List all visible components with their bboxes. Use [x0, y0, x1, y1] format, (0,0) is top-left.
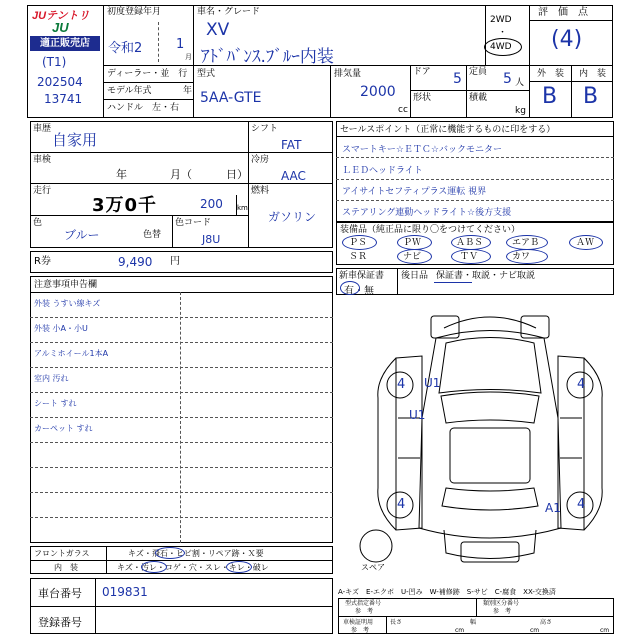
height-unit: cm	[600, 627, 610, 634]
selling-point-3: アイサイトセフティプラス運転 視界	[342, 187, 487, 197]
type-label: 型式	[197, 69, 216, 79]
usage-label: 車歴	[33, 124, 52, 134]
shift-value: FAT	[281, 138, 302, 152]
first-reg-label: 初度登録年月	[107, 7, 162, 17]
displacement-unit: cc	[398, 105, 408, 115]
note-4: 室内 汚れ	[34, 374, 69, 383]
eq-ps: ＰＳ	[349, 238, 368, 248]
eq-tv: ＴＶ	[460, 252, 479, 262]
warranty-yes-circle	[340, 281, 360, 295]
ac-label: 冷房	[251, 155, 270, 165]
recycle-label: R券	[34, 256, 51, 267]
color-change-label: 色替	[143, 230, 162, 240]
interior-dirt-circle	[141, 561, 167, 573]
legend: A-キズ E-エクボ U-凹み W-補修跡 S-サビ C-腐食 XX-交換済	[338, 588, 556, 596]
drive-4wd-circle	[484, 38, 522, 56]
eq-pw-circle	[397, 235, 432, 250]
door-label: ドア	[413, 67, 431, 77]
front-bumper	[444, 317, 536, 328]
mark-right-front: 4	[577, 377, 586, 392]
windshield-value: キズ・飛石・ヒビ割・リペア跡・Ｘ要	[128, 549, 264, 558]
car-diagram	[336, 298, 614, 580]
dealer-date: 202504	[37, 75, 83, 89]
ac-value: AAC	[281, 169, 306, 183]
evaluation-score: (4)	[551, 27, 583, 52]
eq-sr: ＳＲ	[349, 252, 368, 262]
mileage-value: 3万0千	[92, 195, 158, 216]
model-ref-label: 参 考	[355, 608, 374, 615]
chassis-label: 車台番号	[38, 587, 82, 600]
length-unit: cm	[455, 627, 465, 634]
category-ref-label: 参 考	[493, 608, 512, 615]
height-label: 高さ	[540, 619, 553, 626]
docs-label: 後日品	[401, 271, 429, 281]
mark-left-rear: 4	[397, 497, 406, 512]
mark-right-rear-a1: A1	[545, 501, 561, 515]
note-1: 外装 うすい線キズ	[34, 299, 101, 308]
reg-label: 登録番号	[38, 616, 82, 629]
drive-4wd: 4WD	[490, 42, 512, 52]
mileage-label: 走行	[33, 186, 52, 196]
cert-ref-label: 参 考	[351, 627, 370, 634]
interior-cond-label: 内 装	[54, 563, 78, 572]
category-label: 類別区分番号	[483, 600, 520, 607]
rear-bumper	[444, 530, 536, 559]
recycle-frame	[30, 251, 333, 273]
warranty-value: 有・無	[344, 286, 374, 297]
interior-grade: B	[583, 84, 599, 109]
note-3: アルミホイール1本A	[34, 349, 109, 358]
insp-day: 日）	[226, 168, 248, 181]
car-grade: ｱﾄﾞﾊﾞﾝｽ.ﾌﾞﾙｰ内装	[201, 47, 334, 67]
mark-left-front: 4	[397, 377, 406, 392]
evaluation-label: 評 価 点	[538, 7, 588, 18]
eq-leather: カワ	[512, 252, 531, 262]
interior-wear-circle	[226, 561, 252, 573]
logo-line2: JU	[52, 20, 69, 35]
length-label: 長さ	[390, 619, 403, 626]
inspection-label: 車検	[33, 155, 52, 165]
selling-point-1: スマートキー☆ＥＴＣ☆バックモニター	[342, 145, 502, 155]
color-value: ブルー	[64, 228, 100, 242]
eq-navi: ナビ	[403, 252, 422, 262]
eq-ps-circle	[342, 235, 377, 250]
hood	[439, 338, 541, 394]
eq-tv-circle	[451, 249, 491, 264]
first-reg-era: 令和2	[108, 41, 143, 56]
displacement-value: 2000	[360, 84, 396, 100]
model-cert-label: 型式指定番号	[345, 600, 382, 607]
selling-point-4: ステアリング連動ヘッドライト☆後方支援	[342, 208, 512, 218]
eq-pw: ＰＷ	[403, 238, 422, 248]
recycle-unit: 円	[170, 256, 180, 267]
spare-label: スペア	[361, 563, 385, 572]
eq-navi-circle	[397, 249, 432, 264]
car-name: XV	[206, 20, 230, 40]
windshield-stone-circle	[155, 547, 185, 559]
drive-dot: ・	[498, 28, 508, 38]
fuel-label: 燃料	[251, 186, 270, 196]
note-6: カーペット すれ	[34, 424, 93, 433]
note-2: 外装 小A・小U	[34, 324, 88, 333]
eq-leather-circle	[506, 249, 548, 264]
logo	[28, 6, 102, 54]
eq-aw-circle	[569, 235, 603, 250]
color-code-label: 色コード	[175, 218, 212, 228]
eq-airbag-circle	[506, 235, 548, 250]
fuel-value: ガソリン	[268, 210, 317, 224]
load-unit: kg	[515, 106, 526, 116]
chassis-value: 019831	[102, 585, 148, 599]
mileage-sub: 200	[200, 197, 223, 211]
windshield	[441, 392, 539, 423]
mark-left-door-u1: U1	[409, 408, 426, 422]
interior-cond-value: キズ・汚レ・コゲ・穴・スレ・キレ・破レ	[117, 563, 269, 572]
model-year-unit: 年	[183, 86, 193, 96]
eq-abs-circle	[451, 235, 491, 250]
width-unit: cm	[530, 627, 540, 634]
color-code-value: J8U	[202, 233, 221, 246]
color-label: 色	[33, 218, 43, 228]
capacity-unit: 人	[515, 78, 525, 88]
type-value: 5AA-GTE	[200, 90, 262, 106]
roof	[450, 428, 530, 483]
exterior-grade: B	[542, 84, 558, 109]
door-value: 5	[453, 71, 462, 87]
mark-left-front-u1: U1	[424, 376, 441, 390]
cert-label: 車検証明用	[343, 619, 374, 626]
capacity-label: 定員	[469, 67, 488, 77]
note-5: シート すれ	[34, 399, 77, 408]
first-reg-month: 1	[176, 37, 185, 52]
eq-aw: ＡＷ	[576, 238, 595, 248]
usage-value: 自家用	[52, 131, 98, 149]
shape-label: 形状	[413, 93, 432, 103]
car-name-label: 車名・グレード	[197, 7, 261, 17]
logo-line3: 適正販売店	[30, 36, 100, 51]
selling-point-2: ＬＥＤヘッドライト	[342, 166, 423, 176]
dealer-number: 13741	[44, 92, 83, 106]
exterior-label: 外 装	[537, 69, 565, 79]
model-year-label: モデル年式	[107, 86, 152, 96]
logo-line1: JUテントリ	[32, 10, 90, 22]
selling-points-label: セールスポイント（正常に機能するものに印をする）	[340, 125, 556, 135]
first-reg-month-unit: 月	[185, 53, 192, 61]
insp-month: 月（	[170, 168, 192, 181]
displacement-label: 排気量	[334, 69, 362, 79]
windshield-label: フロントガラス	[34, 549, 90, 558]
spare-tire	[360, 530, 392, 562]
load-label: 積載	[469, 93, 488, 103]
equipment-label: 装備品（純正品に限り〇をつけてください）	[340, 225, 521, 235]
capacity-value: 5	[503, 71, 512, 87]
mileage-unit: km	[237, 204, 248, 212]
docs-value: 保証書・取説・ナビ取説	[436, 271, 536, 281]
width-label: 幅	[470, 619, 477, 626]
t-mark: (T1)	[42, 55, 67, 69]
eq-airbag: エアＢ	[512, 238, 540, 248]
recycle-value: 9,490	[118, 255, 153, 269]
handle-label: ハンドル 左・右	[107, 103, 180, 113]
eq-abs: ＡＢＳ	[456, 238, 484, 248]
insp-year: 年	[116, 168, 127, 181]
rear-window	[442, 488, 538, 510]
shift-label: シフト	[251, 124, 279, 134]
dealer-label: ディーラー・並 行	[107, 69, 188, 79]
warranty-label: 新車保証書	[339, 271, 385, 281]
car-body	[419, 331, 561, 539]
interior-label: 内 装	[579, 69, 607, 79]
drive-2wd: 2WD	[490, 15, 512, 25]
mark-right-rear: 4	[577, 497, 586, 512]
notes-label: 注意事項申告欄	[34, 280, 98, 290]
